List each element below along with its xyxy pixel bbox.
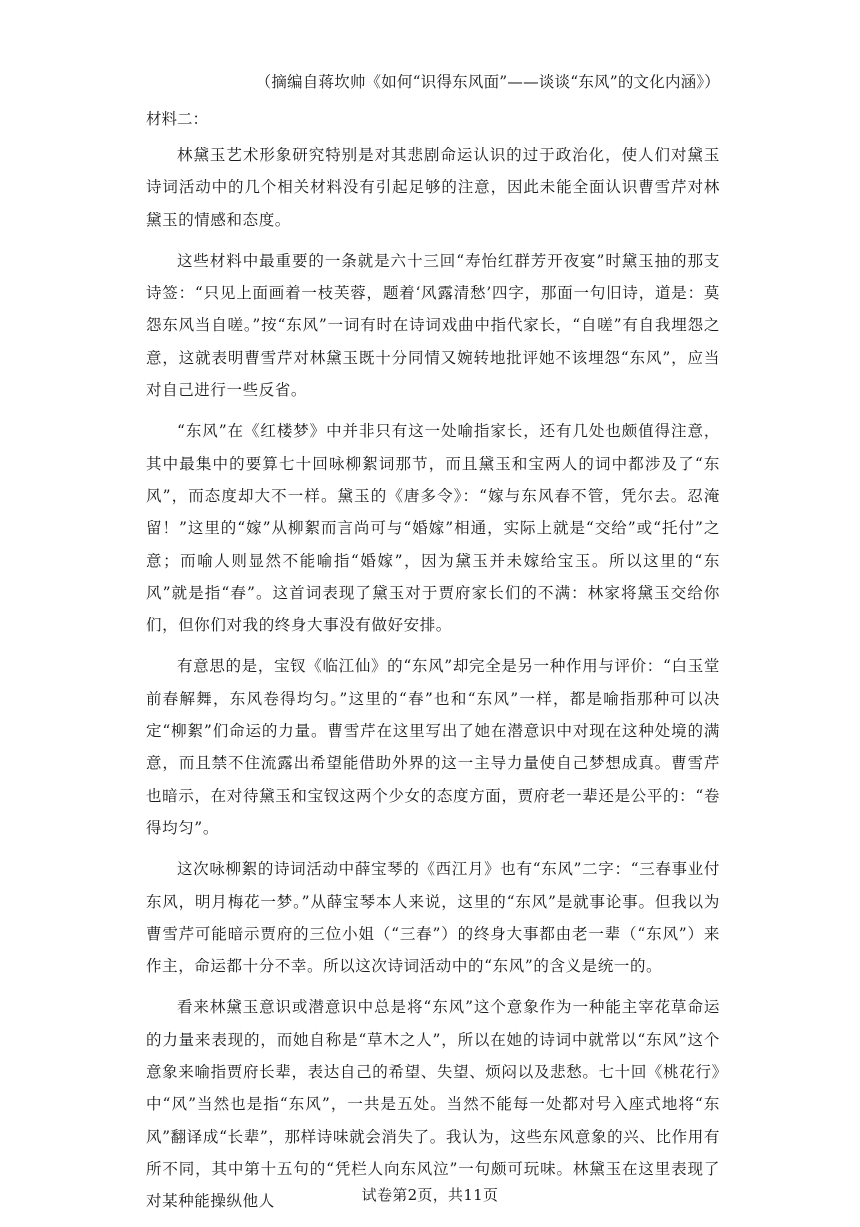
paragraph-5: 这次咏柳絮的诗词活动中薛宝琴的《西江月》也有“东风”二字：“三春事业付东风，明月梅花一梦。”从薛宝琴本人来说，这里的“东风”是就事论事。但我以为曹雪芹可能暗示贾府的三位小姐（“三春”）的终身大事都由老一辈（“东风”）来作主，命运都十分不幸。所以这次诗词活动中的“东风”的含义是统一的。	[146, 860, 720, 976]
paragraph-2: 这些材料中最重要的一条就是六十三回“寿怡红群芳开夜宴”时黛玉抽的那支诗签：“只见上面画着一枝芙蓉，题着‘风露清愁’四字，那面一句旧诗，道是：莫怨东风当自嗟。”按“东风”一词有时在诗词戏曲中指代家长，“自嗟”有自我埋怨之意，这就表明曹雪芹对林黛玉既十分同情又婉转地批评她不该埋怨“东风”，应当对自己进行一些反省。	[146, 251, 720, 400]
paragraph-3: “东风”在《红楼梦》中并非只有这一处喻指家长，还有几处也颇值得注意，其中最集中的要算七十回咏柳絮词那节，而且黛玉和宝两人的词中都涉及了“东风”，而态度却大不一样。黛玉的《唐多令》：“嫁与东风春不管，凭尔去。忍淹留！”这里的“嫁”从柳絮而言尚可与“婚嫁”相通，实际上就是“交给”或“托付”之意；而喻人则显然不能喻指“婚嫁”，因为黛玉并未嫁给宝玉。所以这里的“东风”就是指“春”。这首词表现了黛玉对于贾府家长们的不满：林家将黛玉交给你们，但你们对我的终身大事没有做好安排。	[146, 422, 720, 635]
page-content	[146, 66, 720, 1227]
paragraph-4: 有意思的是，宝钗《临江仙》的“东风”却完全是另一种作用与评价：“白玉堂前春解舞，东风卷得均匀。”这里的“春”也和“东风”一样，都是喻指那种可以决定“柳絮”们命运的力量。曹雪芹在这里写出了她在潜意识中对现在这种处境的满意，而且禁不住流露出希望能借助外界的这一主导力量使自己梦想成真。曹雪芹也暗示，在对待黛玉和宝钗这两个少女的态度方面，贾府老一辈还是公平的：“卷得均匀”。	[146, 657, 720, 837]
paragraph-6: 看来林黛玉意识或潜意识中总是将“东风”这个意象作为一种能主宰花草命运的力量来表现的，而她自称是“草木之人”，所以在她的诗词中就常以“东风”这个意象来喻指贾府长辈，表达自己的希望、失望、烦闷以及悲愁。七十回《桃花行》中“风”当然也是指“东风”，一共是五处。当然不能每一处都对号入座式地将“东风”翻译成“长辈”，那样诗味就会消失了。我认为，这些东风意象的兴、比作用有所不同，其中第十五句的“凭栏人向东风泣”一句颇可玩味。林黛玉在这里表现了对某种能操纵他人	[146, 998, 720, 1211]
source-citation: （摘编自蒋坎帅《如何“识得东风面”——谈谈“东风”的文化内涵》）	[255, 73, 720, 91]
section-label: 材料二：	[146, 110, 209, 128]
paragraph-1: 林黛玉艺术形象研究特别是对其悲剧命运认识的过于政治化，使人们对黛玉诗词活动中的几个相关材料没有引起足够的注意，因此未能全面认识曹雪芹对林黛玉的情感和态度。	[146, 146, 720, 229]
page-footer: 试卷第2页，共11页	[361, 1186, 499, 1204]
